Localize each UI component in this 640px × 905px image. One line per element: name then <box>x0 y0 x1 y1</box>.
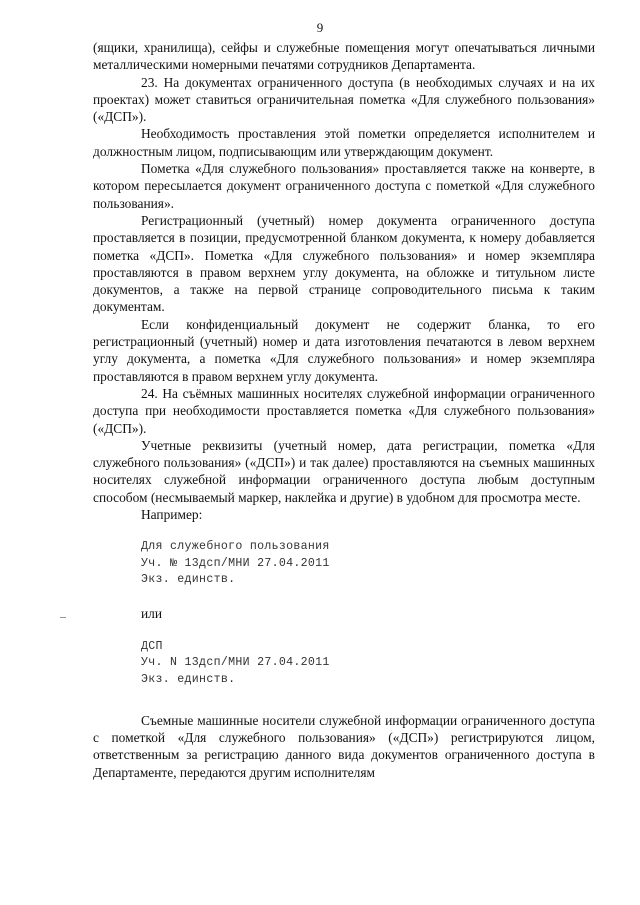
paragraph: Необходимость проставления этой пометки определяется исполнителем и должностным лицом, подписывающим или утверждающим документ. <box>93 126 595 159</box>
paragraph: Если конфиденциальный документ не содержит бланка, то его регистрационный (учетный) номер и дата изготовления печатаются в левом верхнем углу документа, а пометка «Для служебного пользования» и номер экземпляра проставляются в правом верхнем углу документа. <box>93 316 595 384</box>
paragraph: Учетные реквизиты (учетный номер, дата регистрации, пометка «Для служебного пользования» («ДСП») и так далее) проставляются на съемных машинных носителях служебной информации ограниченного доступа любым доступным способом (несмываемый маркер, наклейка и другие) в удобном для просмотра месте. <box>93 437 595 505</box>
paragraph-24: 24. На съёмных машинных носителях служебной информации ограниченного доступа при необходимости проставляется пометка «Для служебного пользования» («ДСП»). <box>93 385 595 436</box>
closing-paragraph: Съемные машинные носители служебной информации ограниченного доступа с пометкой «Для служебного пользования» («ДСП») регистрируются лицом, ответственным за регистрацию данного вида документов ограниченного доступа в Департаменте, передаются другим исполнителям <box>93 712 595 780</box>
example-line: Экз. единств. <box>141 572 236 586</box>
example-line: ДСП <box>141 640 163 654</box>
example-line: Уч. № 13дсп/МНИ 27.04.2011 <box>141 556 330 570</box>
document-body <box>93 39 595 781</box>
or-separator: или <box>141 605 163 621</box>
paragraph: Пометка «Для служебного пользования» проставляется также на конверте, в котором пересылается документ ограниченного доступа с пометкой «Для служебного пользования». <box>93 161 595 211</box>
example-line: Экз. единств. <box>141 672 236 686</box>
example-stamp-1 <box>141 539 595 588</box>
example-stamp-2 <box>141 639 595 688</box>
paragraph: Регистрационный (учетный) номер документа ограниченного доступа проставляется в позиции, предусмотренной бланком документа, к номеру добавляется пометка «ДСП». Пометка «Для служебного пользования» и номер экземпляра проставляются в правом верхнем углу документа, на обложке и титульном листе документов, а также на первой странице сопроводительного письма к таким документам. <box>93 212 595 315</box>
paragraph: (ящики, хранилища), сейфы и служебные помещения могут опечатываться личными металлическими номерными печатями сотрудников Департамента. <box>93 40 595 73</box>
paragraph-23: 23. На документах ограниченного доступа (в необходимых случаях и на их проектах) может ставиться ограничительная пометка «Для служебного пользования» («ДСП»). <box>93 74 595 125</box>
page-number: 9 <box>316 20 324 35</box>
example-line: Уч. N 13дсп/МНИ 27.04.2011 <box>141 656 330 670</box>
example-intro: Например: <box>141 507 203 523</box>
example-line: Для служебного пользования <box>141 540 330 554</box>
scan-mark <box>60 617 66 618</box>
